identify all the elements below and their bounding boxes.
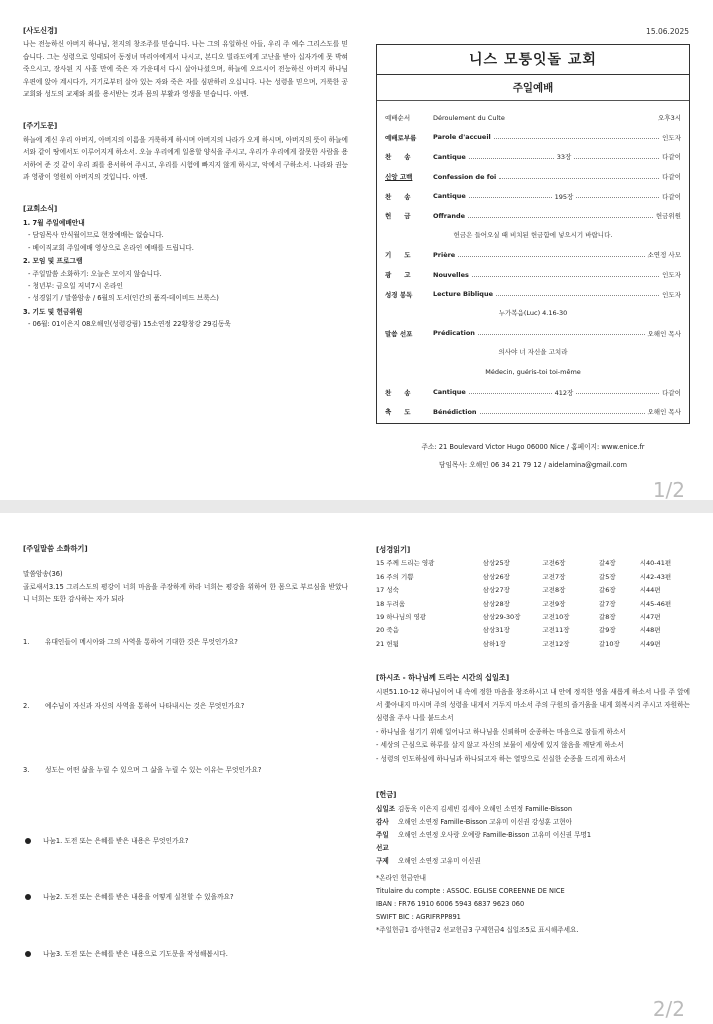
service-order-header bbox=[385, 108, 681, 128]
creed-text: 나는 전능하신 아버지 하나님, 천지의 창조주를 믿습니다. 나는 그의 유일하신 아들, 우리 주 예수 그리스도를 믿습니다. 그는 성령으로 잉태되어 동정녀 마리아에게서 나시고, 본디오 빌라도에게 고난을 받아 십자가에 못 박혀 죽으시고, 장사된 지 사흘 만에 죽은 자 가운데서 다시 살아나셨으며, 하늘에 오르시어 전능하신 아버지 하나님 우편에 앉아 계시다가, 거기로부터 살아 있는 자와 죽은 자를 심판하러 오십니다. 나는 성령을 믿으며, 거룩한 공교회와 성도의 교제와 죄를 용서받는 것과 몸의 부활과 영생을 믿습니다. 아멘. bbox=[23, 40, 348, 99]
service-row-leader: 소연정 사모 bbox=[647, 251, 681, 260]
reading-cell: 고전7장 bbox=[542, 572, 566, 581]
service-row-title: Nouvelles bbox=[433, 270, 469, 279]
reading-cell: 갈9장 bbox=[598, 626, 616, 635]
order-fr: Déroulement du Culte bbox=[433, 113, 505, 122]
leader-dots bbox=[499, 175, 659, 179]
leader-dots bbox=[574, 155, 659, 159]
service-row-title: Lecture Biblique bbox=[433, 290, 493, 299]
reading-cell: 삼상25장 bbox=[482, 559, 510, 568]
question-1: 1. 유대인들이 메시아와 그의 사역을 통하여 기대한 것은 무엇인가요? bbox=[23, 637, 238, 646]
reading-cell: 19 하나님의 영광 bbox=[376, 613, 427, 622]
bullet-icon bbox=[25, 894, 31, 900]
offering-row bbox=[376, 842, 690, 855]
share-2: 나눔2. 도전 또는 은혜를 받은 내용을 어떻게 실천할 수 있을까요? bbox=[23, 891, 348, 903]
hours-text: 시편51.10-12 하나님이여 내 속에 정한 마음을 창조하시고 내 안에 정직한 영을 새롭게 하소서 나를 주 앞에서 쫓아내지 마시며 주의 성령을 내게서 거두지 마소서 주의 구원의 즐거움을 내게 회복시켜 주시고 자원하는 심령을 주사 나를 붙드소서 bbox=[376, 687, 691, 723]
offering-type: 십일조 bbox=[376, 804, 396, 813]
news-item: - 담임목사 안식월이므로 현장예배는 없습니다. bbox=[28, 231, 164, 240]
service-row-leader: 인도자 bbox=[662, 290, 681, 299]
reading-cell: 시48편 bbox=[639, 626, 661, 635]
offering-type: 감사 bbox=[376, 817, 389, 826]
service-row-leader: 오해인 목사 bbox=[647, 329, 681, 338]
offering-type: 구제 bbox=[376, 856, 389, 865]
reading-cell: 시44편 bbox=[639, 586, 661, 595]
offering-row bbox=[376, 829, 690, 842]
reading-cell: 17 성숙 bbox=[376, 586, 399, 595]
news-item: - 06월: 01이은지 08오해인(성령강림) 15소연정 22황창강 29김동욱 bbox=[28, 320, 231, 329]
creed-title: [사도신경] bbox=[23, 26, 58, 35]
service-row-title: Cantique bbox=[433, 388, 466, 397]
swift: SWIFT BIC : AGRIFRPP891 bbox=[376, 912, 461, 921]
service-row bbox=[385, 245, 681, 265]
service-row-label: 광 고 bbox=[385, 271, 411, 280]
hours-title: [하시조 - 하나님께 드리는 시간의 십일조] bbox=[376, 673, 510, 683]
service-row-leader: 인도자 bbox=[662, 271, 681, 280]
service-row bbox=[385, 206, 681, 226]
news-heading-2: 2. 모임 및 프로그램 bbox=[23, 257, 83, 266]
service-order-box bbox=[376, 44, 690, 424]
reading-cell: 시49편 bbox=[639, 639, 661, 648]
reading-cell: 21 헌됨 bbox=[376, 639, 399, 648]
reading-cell: 18 두려움 bbox=[376, 599, 406, 608]
service-row-label: 찬 송 bbox=[385, 192, 411, 201]
iban: IBAN : FR76 1910 6006 5943 6837 9623 060 bbox=[376, 899, 525, 908]
reading-cell: 시47편 bbox=[639, 613, 661, 622]
service-row-title: Prière bbox=[433, 250, 456, 259]
sermon-column bbox=[23, 543, 348, 960]
service-subtitle: 주일예배 bbox=[377, 75, 689, 101]
news-heading-1: 1. 7월 주일예배안내 bbox=[23, 218, 85, 227]
reading-cell: 고전12장 bbox=[542, 639, 570, 648]
service-row bbox=[385, 128, 681, 148]
left-column bbox=[23, 25, 348, 331]
service-row-hymn: 195장 bbox=[554, 192, 574, 201]
reading-cell: 삼상26장 bbox=[482, 572, 510, 581]
reading-cell: 삼하1장 bbox=[482, 639, 506, 648]
page-number: 2/2 bbox=[652, 997, 685, 1021]
reading-cell: 고전10장 bbox=[542, 613, 570, 622]
service-row bbox=[385, 382, 681, 402]
service-note: Médecin, guéris-toi toi-même bbox=[485, 367, 581, 376]
service-row-leader: 인도자 bbox=[662, 133, 681, 142]
news-item: - 베이직교회 주일예배 영상으로 온라인 예배를 드립니다. bbox=[28, 243, 194, 252]
service-row bbox=[385, 284, 681, 304]
memory-label: 말씀암송(36) bbox=[23, 570, 63, 579]
service-row bbox=[385, 186, 681, 206]
reading-cell: 시45-46편 bbox=[639, 599, 672, 608]
reading-row bbox=[376, 571, 690, 584]
service-time: 오후3시 bbox=[658, 114, 681, 123]
prayer-title: [주기도문] bbox=[23, 121, 58, 131]
sermon-title: [주일말씀 소화하기] bbox=[23, 544, 88, 553]
news-item: - 성경읽기 / 말씀암송 / 6월의 도서(인간의 품격-데이비드 브룩스) bbox=[28, 294, 219, 303]
offering-names: 오해인 소연정 Famille-Bisson 고유미 이신권 강성훈 고현아 bbox=[398, 817, 573, 826]
news-title: [교회소식] bbox=[23, 204, 58, 214]
service-note: 의사야 너 자신을 고치라 bbox=[498, 348, 568, 357]
account-holder: Titulaire du compte : ASSOC. EGLISE COREENNE DE NICE bbox=[376, 886, 565, 895]
news-item: - 청년부: 금요일 저녁7시 온라인 bbox=[28, 281, 123, 290]
service-row-leader: 오해인 목사 bbox=[647, 408, 681, 417]
pastor-contact: 담임목사: 오해인 06 34 21 79 12 / aidelamina@gmail.com bbox=[439, 461, 627, 469]
service-row-title: Confession de foi bbox=[433, 172, 497, 181]
service-row-hymn: 412장 bbox=[554, 388, 574, 397]
bulletin-page-1 bbox=[0, 0, 713, 500]
reading-cell: 20 죽음 bbox=[376, 626, 399, 635]
hours-item: - 성령의 인도하심에 하나님과 하나되고자 하는 열망으로 신실한 순종을 드리게 하소서 bbox=[376, 754, 626, 763]
hours-item: - 세상의 근심으로 하루를 살지 않고 자신의 보물이 세상에 있지 않음을 깨닫게 하소서 bbox=[376, 741, 624, 750]
leader-dots bbox=[494, 135, 659, 139]
offering-title: [헌금] bbox=[376, 790, 397, 800]
share-3: 나눔3. 도전 또는 은혜를 받은 내용으로 기도문을 작성해봅시다. bbox=[23, 948, 348, 960]
reading-cell: 갈8장 bbox=[598, 613, 616, 622]
offering-row bbox=[376, 816, 690, 829]
leader-dots bbox=[469, 390, 552, 394]
service-row-label: 축 도 bbox=[385, 408, 411, 417]
offering-row bbox=[376, 803, 690, 816]
reading-cell: 16 주의 기쁨 bbox=[376, 572, 414, 581]
leader-dots bbox=[458, 253, 644, 257]
reading-cell: 갈4장 bbox=[598, 559, 616, 568]
reading-cell: 시42-43편 bbox=[639, 572, 672, 581]
reading-cell: 갈7장 bbox=[598, 599, 616, 608]
reading-table bbox=[376, 557, 690, 651]
leader-dots bbox=[468, 214, 653, 218]
service-row-title: Offrande bbox=[433, 211, 466, 220]
offering-rows bbox=[376, 803, 690, 868]
reading-cell: 삼상28장 bbox=[482, 599, 510, 608]
leader-dots bbox=[472, 273, 659, 277]
reading-row bbox=[376, 624, 690, 637]
bullet-icon bbox=[25, 951, 31, 957]
service-row-label: 찬 송 bbox=[385, 153, 411, 162]
share-1: 나눔1. 도전 또는 은혜를 받은 내용은 무엇인가요? bbox=[23, 835, 348, 847]
reading-cell: 시40-41편 bbox=[639, 559, 672, 568]
offering-names: 김동욱 이은지 김세빈 김세아 오해인 소연정 Famille-Bisson bbox=[398, 804, 573, 813]
hours-item: - 하나님을 섬기기 위해 일어나고 하나님을 신뢰하며 순종하는 마음으로 잠들게 하소서 bbox=[376, 727, 626, 736]
reading-cell: 15 주께 드리는 영광 bbox=[376, 559, 435, 568]
offering-type: 선교 bbox=[376, 843, 389, 852]
offering-row bbox=[376, 855, 690, 868]
leader-dots bbox=[576, 194, 659, 198]
reading-row bbox=[376, 584, 690, 597]
reading-cell: 갈10장 bbox=[598, 639, 620, 648]
service-row-label: 기 도 bbox=[385, 251, 411, 260]
reading-cell: 고전11장 bbox=[542, 626, 570, 635]
service-row-title: Bénédiction bbox=[433, 407, 477, 416]
church-name: 니스 모퉁잇돌 교회 bbox=[377, 45, 689, 75]
leader-dots bbox=[576, 390, 659, 394]
service-row-leader: 다같이 bbox=[662, 173, 681, 182]
service-row bbox=[385, 324, 681, 344]
service-row-label: 예배로부름 bbox=[385, 133, 417, 142]
page-number: 1/2 bbox=[652, 478, 685, 500]
news-item: - 주일말씀 소화하기: 오늘은 모이지 않습니다. bbox=[28, 269, 162, 278]
leader-dots bbox=[469, 155, 554, 159]
reading-cell: 삼상29-30장 bbox=[482, 613, 521, 622]
reading-cell: 고전6장 bbox=[542, 559, 566, 568]
offering-note: *주일헌금1 감사헌금2 선교헌금3 구제헌금4 십일조5로 표시해주세요. bbox=[376, 925, 579, 934]
service-row-label: 성경 봉독 bbox=[385, 290, 413, 299]
bulletin-page-2 bbox=[0, 513, 713, 1024]
offering-names: 오해인 소연정 고유미 이신권 bbox=[398, 856, 481, 865]
service-row-leader: 다같이 bbox=[662, 388, 681, 397]
service-note: 헌금은 들어오실 때 비치된 헌금함에 넣으시기 바랍니다. bbox=[453, 230, 613, 239]
question-3: 3. 성도는 어떤 삶을 누릴 수 있으며 그 삶을 누릴 수 있는 이유는 무엇인가요? bbox=[23, 766, 262, 775]
memory-verse: 골로새서3.15 그리스도의 평강이 너희 마음을 주장하게 하라 너희는 평강을 위하여 한 몸으로 부르심을 받았나니 너희는 또한 감사하는 자가 되라 bbox=[23, 582, 348, 604]
service-row-label: 헌 금 bbox=[385, 212, 411, 221]
service-row-title: Prédication bbox=[433, 329, 475, 338]
service-row-label: 신앙 고백 bbox=[385, 173, 413, 182]
offering-type: 주일 bbox=[376, 830, 389, 839]
reading-cell: 갈6장 bbox=[598, 586, 616, 595]
service-row-title: Cantique bbox=[433, 192, 466, 201]
reading-cell: 고전9장 bbox=[542, 599, 566, 608]
reading-cell: 삼상27장 bbox=[482, 586, 510, 595]
leader-dots bbox=[496, 292, 659, 296]
order-label: 예배순서 bbox=[385, 114, 411, 123]
service-row-label: 찬 송 bbox=[385, 388, 411, 397]
reading-title: [성경읽기] bbox=[376, 545, 411, 554]
bulletin-date: 15.06.2025 bbox=[646, 27, 689, 36]
service-row-title: Cantique bbox=[433, 152, 466, 161]
leader-dots bbox=[480, 410, 645, 414]
question-2: 2. 예수님이 자신과 자신의 사역을 통하여 나타내시는 것은 무엇인가요? bbox=[23, 702, 245, 711]
reading-cell: 고전8장 bbox=[542, 586, 566, 595]
news-heading-3: 3. 기도 및 헌금위원 bbox=[23, 307, 83, 316]
leader-dots bbox=[469, 194, 552, 198]
service-row-hymn: 33장 bbox=[556, 153, 572, 162]
service-row-label: 말씀 선포 bbox=[385, 329, 413, 338]
right-column bbox=[376, 543, 690, 937]
prayer-text: 하늘에 계신 우리 아버지, 아버지의 이름을 거룩하게 하시며 아버지의 나라가 오게 하시며, 아버지의 뜻이 하늘에서와 같이 땅에서도 이루어지게 하소서. 오늘 우리에게 일용할 양식을 주시고, 우리가 우리에게 잘못한 사람을 용서하여 준 것 같이 우리 죄를 용서하여 주시고, 우리를 시험에 빠지지 않게 하시고, 악에서 구하소서. 나라와 권능과 영광이 영원히 아버지의 것입니다. 아멘. bbox=[23, 135, 348, 182]
reading-row bbox=[376, 598, 690, 611]
reading-row bbox=[376, 557, 690, 570]
bullet-icon bbox=[25, 838, 31, 844]
reading-row bbox=[376, 638, 690, 651]
service-row-leader: 다같이 bbox=[662, 153, 681, 162]
church-address: 주소: 21 Boulevard Victor Hugo 06000 Nice / 홈페이지: www.enice.fr bbox=[421, 443, 645, 451]
service-row-leader: 헌금위원 bbox=[655, 212, 681, 221]
online-title: *온라인 헌금안내 bbox=[376, 873, 426, 882]
service-rows bbox=[377, 101, 689, 422]
reading-cell: 삼상31장 bbox=[482, 626, 510, 635]
service-row bbox=[385, 402, 681, 422]
service-row-title: Parole d'accueil bbox=[433, 133, 491, 142]
service-row bbox=[385, 147, 681, 167]
reading-cell: 갈5장 bbox=[598, 572, 616, 581]
leader-dots bbox=[478, 331, 645, 335]
service-note: 누가복음(Luc) 4.16-30 bbox=[498, 308, 568, 317]
offering-names: 오해인 소연정 오사랑 오예랑 Famille-Bisson 고유미 이신권 무명1 bbox=[398, 830, 592, 839]
service-row-leader: 다같이 bbox=[662, 192, 681, 201]
reading-row bbox=[376, 611, 690, 624]
service-row bbox=[385, 167, 681, 187]
service-row bbox=[385, 265, 681, 285]
